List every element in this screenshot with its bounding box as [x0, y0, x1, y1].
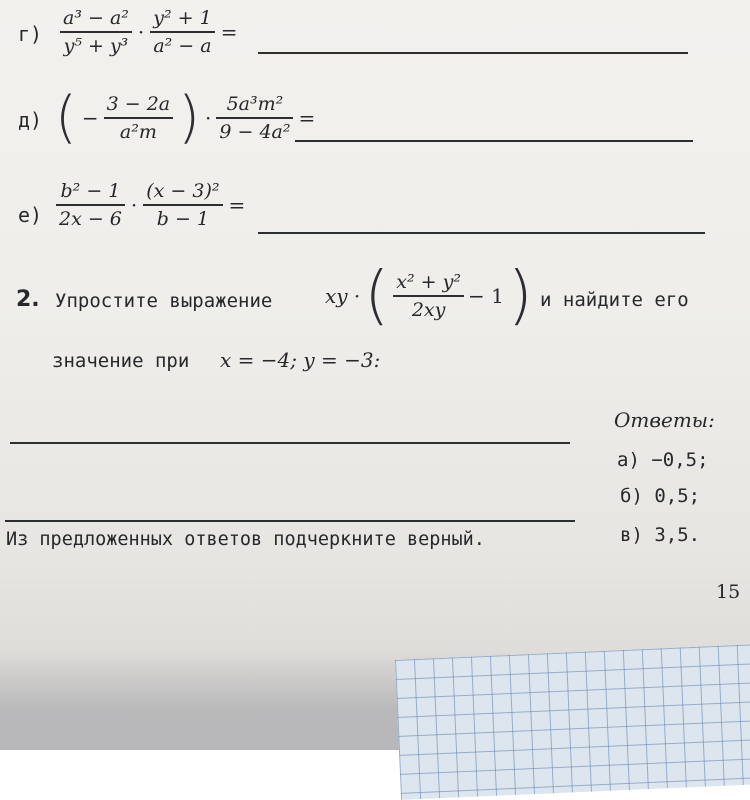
- answer-option-a: а) −0,5;: [617, 449, 709, 471]
- item-g-fraction-2: [150, 5, 214, 59]
- task-2-values: x = −4; y = −3:: [220, 348, 381, 372]
- item-e-frac1-denominator: 2x − 6: [59, 207, 122, 230]
- task-2-expr-prefix: xy ·: [325, 284, 361, 308]
- item-d-frac2-numerator: 5a³m²: [226, 93, 284, 116]
- item-g-expression: [60, 5, 237, 59]
- instruction-text: Из предложенных ответов подчеркните верный.: [6, 529, 485, 550]
- paren-open: (: [55, 85, 77, 150]
- item-d-fraction-2: [216, 91, 293, 145]
- minus-sign: −: [81, 106, 99, 130]
- task-2-minus-one: − 1: [467, 284, 504, 308]
- task-2-text-3: значение при: [52, 350, 190, 372]
- page-number: 15: [716, 581, 741, 603]
- task-2-expression: [325, 259, 533, 333]
- paren-close: ): [178, 85, 200, 150]
- item-g-frac2-denominator: a² − a: [153, 34, 212, 57]
- item-g-fraction-1: [60, 5, 132, 59]
- task-2-denominator: 2xy: [411, 298, 446, 321]
- item-g-frac1-denominator: y⁵ + y³: [63, 34, 129, 57]
- answer-option-b: б) 0,5;: [620, 485, 701, 507]
- item-d-answer-line: [295, 140, 693, 142]
- task-2-fraction: [393, 269, 464, 323]
- item-g-answer-line: [258, 52, 688, 54]
- answer-line-2: [5, 520, 575, 522]
- task-2-text-1: Упростите выражение: [55, 290, 273, 312]
- item-e-frac2-numerator: (x − 3)²: [146, 180, 220, 202]
- item-g-frac1-numerator: a³ − a²: [63, 7, 129, 29]
- item-e-answer-line: [258, 232, 705, 234]
- multiply-dot: ·: [137, 19, 145, 44]
- item-d-fraction-1: [104, 91, 174, 145]
- item-e-frac2-denominator: b − 1: [156, 207, 210, 230]
- paren-open: (: [364, 259, 390, 333]
- equals-sign: =: [220, 19, 238, 44]
- paren-close: ): [507, 259, 533, 333]
- item-d-frac1-denominator: a²m: [119, 120, 157, 143]
- answer-option-c: в) 3,5.: [620, 524, 701, 546]
- item-e-fraction-1: [56, 178, 125, 232]
- item-e-label: е): [18, 203, 43, 227]
- item-e-frac1-numerator: b² − 1: [60, 180, 121, 202]
- item-g-frac2-numerator: y² + 1: [153, 7, 212, 29]
- graph-paper-notebook: [395, 642, 750, 800]
- task-2-number: 2.: [16, 287, 40, 312]
- task-2-text-2: и найдите его: [540, 289, 689, 311]
- answer-line-1: [10, 442, 570, 444]
- task-2-numerator: x² + y²: [396, 271, 461, 294]
- multiply-dot: ·: [205, 106, 212, 130]
- item-d-frac2-denominator: 9 − 4a²: [219, 120, 291, 143]
- equals-sign: =: [298, 106, 316, 130]
- equals-sign: =: [228, 192, 246, 217]
- item-d-frac1-numerator: 3 − 2a: [106, 93, 171, 116]
- item-e-fraction-2: [143, 178, 222, 232]
- item-d-label: д): [18, 108, 43, 132]
- multiply-dot: ·: [130, 192, 138, 217]
- item-e-expression: [56, 178, 245, 232]
- item-g-label: г): [18, 22, 43, 46]
- answers-title: Ответы:: [614, 408, 715, 432]
- item-d-expression: [55, 85, 316, 150]
